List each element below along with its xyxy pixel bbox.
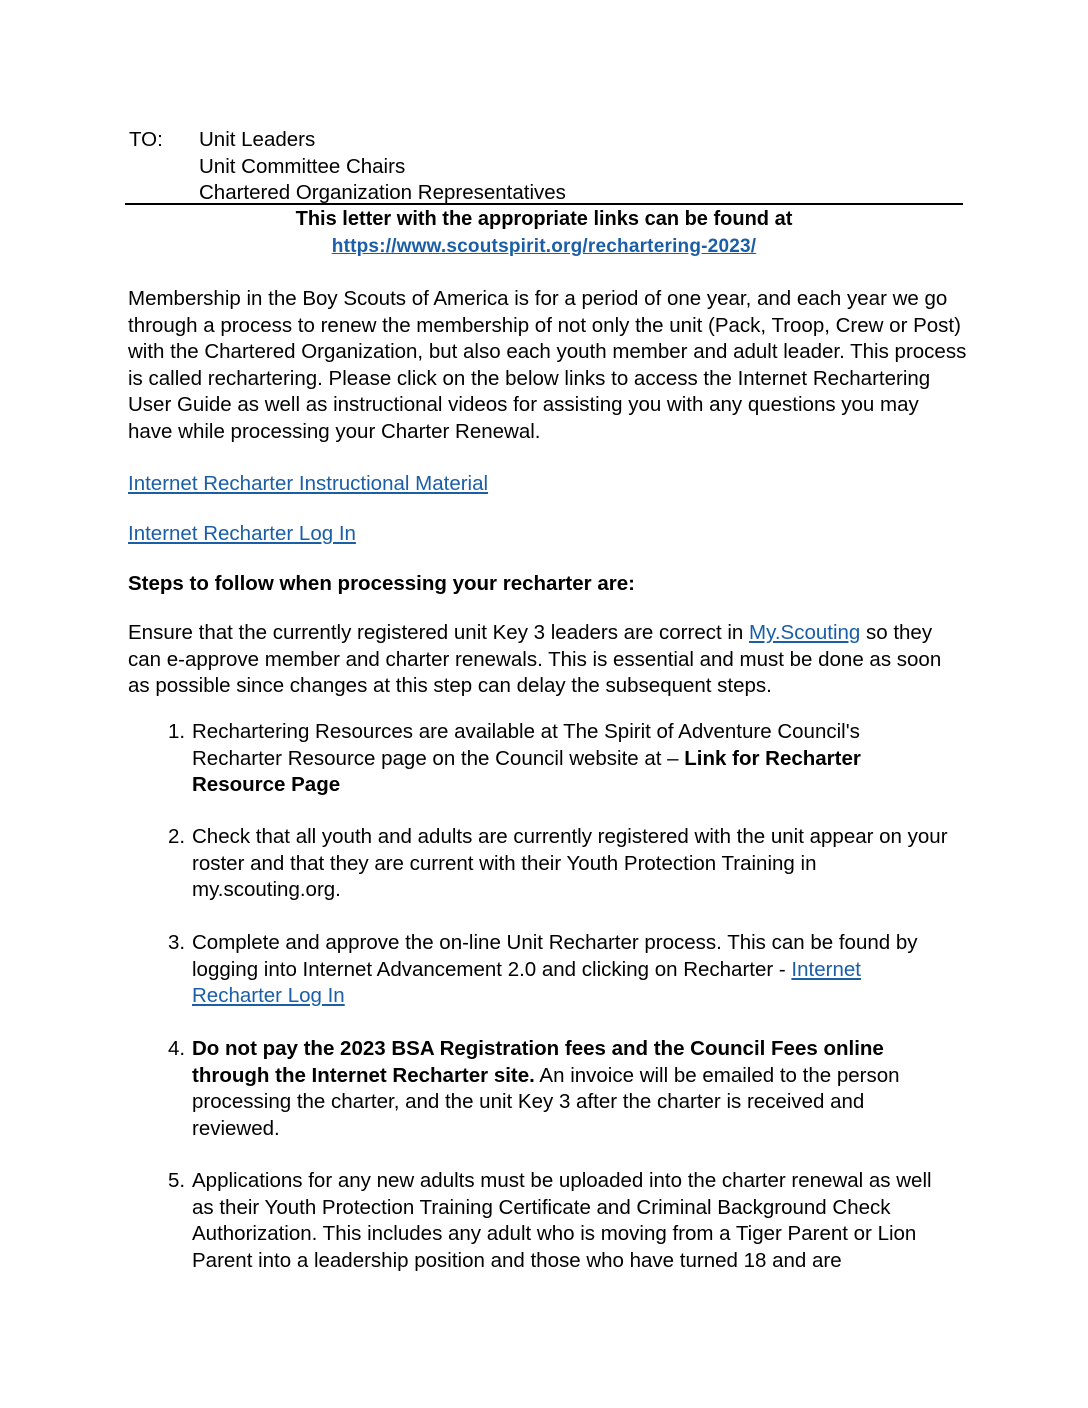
list-number: 2. (168, 825, 186, 848)
list-item (128, 930, 968, 1010)
list-number: 1. (168, 720, 186, 743)
ensure-paragraph (128, 620, 968, 700)
ensure-text-after: so they can e-approve member and charter renewals. This is essential and must be done as soon as possible since changes at this step can delay the subsequent steps. (128, 621, 942, 697)
rechartering-url-link[interactable]: https://www.scoutspirit.org/rechartering-2023/ (331, 235, 757, 257)
recharter-login-link[interactable]: Internet Recharter Log In (128, 522, 356, 545)
list-item (128, 719, 968, 799)
found-at-title: This letter with the appropriate links can be found at (295, 208, 793, 230)
intro-paragraph: Membership in the Boy Scouts of America is for a period of one year, and each year we go through a process to renew the membership of not only the unit (Pack, Troop, Crew or Post) with the Chartered Organization, but also each youth member and adult leader. This process is called rechartering. Please click on the below links to access the Internet Rechartering User Guide as well as instructional videos for assisting you with any questions you may have while processing your Charter Renewal. (128, 287, 967, 443)
list-item (128, 1168, 968, 1274)
recipient-list (199, 127, 566, 207)
instructional-material-link[interactable]: Internet Recharter Instructional Material (128, 472, 489, 495)
steps-heading: Steps to follow when processing your recharter are: (128, 572, 635, 595)
list-item-text: Check that all youth and adults are currently registered with the unit appear on your roster and that they are current with their Youth Protection Training in my.scouting.org. (192, 825, 948, 901)
recipient: Chartered Organization Representatives (199, 181, 566, 204)
my-scouting-link[interactable]: My.Scouting (749, 621, 861, 644)
list-item-text: Rechartering Resources are available at The Spirit of Adventure Council's Recharter Resource page on the Council website at – Link for Recharter Resource Page (192, 720, 861, 796)
list-item (128, 824, 968, 904)
list-item-text: Applications for any new adults must be uploaded into the charter renewal as well as their Youth Protection Training Certificate and Criminal Background Check Authorization. This includes any adult who is moving from a Tiger Parent or Lion Parent into a leadership position and those who have turned 18 and are (192, 1169, 932, 1272)
list-item-text: Do not pay the 2023 BSA Registration fees and the Council Fees online through the Internet Recharter site. An invoice will be emailed to the person processing the charter, and the unit Key 3 after the charter is received and reviewed. (192, 1037, 900, 1140)
list-item (128, 1036, 968, 1142)
memo-header (129, 127, 969, 207)
recipient: Unit Leaders (199, 128, 316, 151)
payment-warning: Do not pay the 2023 BSA Registration fees and the Council Fees online through the Internet Recharter site. (192, 1037, 884, 1087)
list-number: 3. (168, 931, 186, 954)
list-number: 4. (168, 1037, 186, 1060)
recipient: Unit Committee Chairs (199, 154, 406, 178)
list-item-text: Complete and approve the on-line Unit Recharter process. This can be found by logging into Internet Advancement 2.0 and clicking on Recharter - Internet Recharter Log In (192, 931, 918, 1007)
found-at-notice (125, 206, 963, 260)
header-divider (125, 203, 963, 205)
ensure-text-before: Ensure that the currently registered unit Key 3 leaders are correct in (128, 621, 750, 644)
resource-page-label: Link for Recharter Resource Page (192, 746, 861, 796)
to-label: TO: (129, 128, 163, 151)
list-number: 5. (168, 1169, 186, 1192)
recharter-login-inline-link[interactable]: Internet Recharter Log In (192, 957, 861, 1007)
